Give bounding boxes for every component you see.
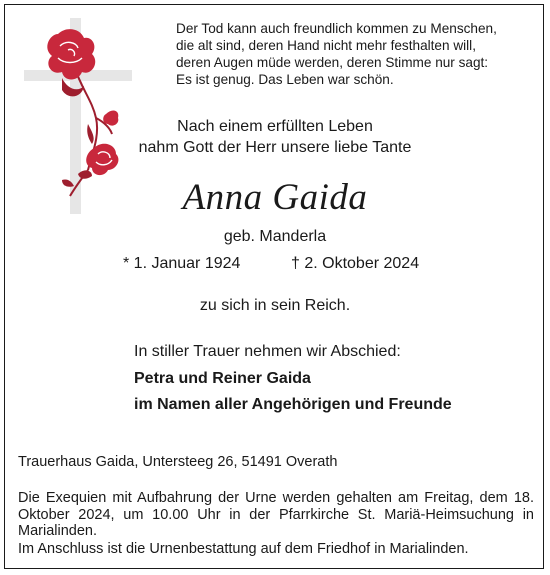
- intro-line-2: nahm Gott der Herr unsere liebe Tante: [138, 139, 412, 156]
- poem: [176, 20, 521, 88]
- poem-line: deren Augen müde werden, deren Stimme nur sagt:: [176, 55, 489, 70]
- poem-line: die alt sind, deren Hand nicht mehr festhalten will,: [176, 38, 476, 53]
- birth-date: * 1. Januar 1924: [123, 255, 241, 272]
- closing-phrase: zu sich in sein Reich.: [199, 297, 351, 314]
- deceased-name: Anna Gaida: [182, 177, 368, 218]
- intro-text: [120, 116, 430, 158]
- maiden-name: geb. Manderla: [223, 228, 327, 245]
- burial-info: Im Anschluss ist die Urnenbestattung auf dem Friedhof in Marialinden.: [18, 541, 469, 557]
- poem-line: Der Tod kann auch freundlich kommen zu Menschen,: [176, 21, 497, 36]
- intro-line-1: Nach einem erfüllten Leben: [177, 118, 373, 135]
- rose-icon: [22, 20, 122, 200]
- mourner-line-2: im Namen aller Angehörigen und Freunde: [134, 396, 452, 413]
- death-date: † 2. Oktober 2024: [291, 255, 420, 272]
- service-info: Die Exequien mit Aufbahrung der Urne werden gehalten am Freitag, dem 18. Oktober 2024, um 10.00 Uhr in der Pfarrkirche St. Mariä-Heimsuchung in Marialinden.: [18, 490, 534, 539]
- poem-line: Es ist genug. Das Leben war schön.: [176, 72, 394, 87]
- address: Trauerhaus Gaida, Untersteeg 26, 51491 Overath: [18, 454, 338, 470]
- farewell-text: In stiller Trauer nehmen wir Abschied:: [134, 343, 401, 360]
- mourner-line-1: Petra und Reiner Gaida: [134, 370, 311, 387]
